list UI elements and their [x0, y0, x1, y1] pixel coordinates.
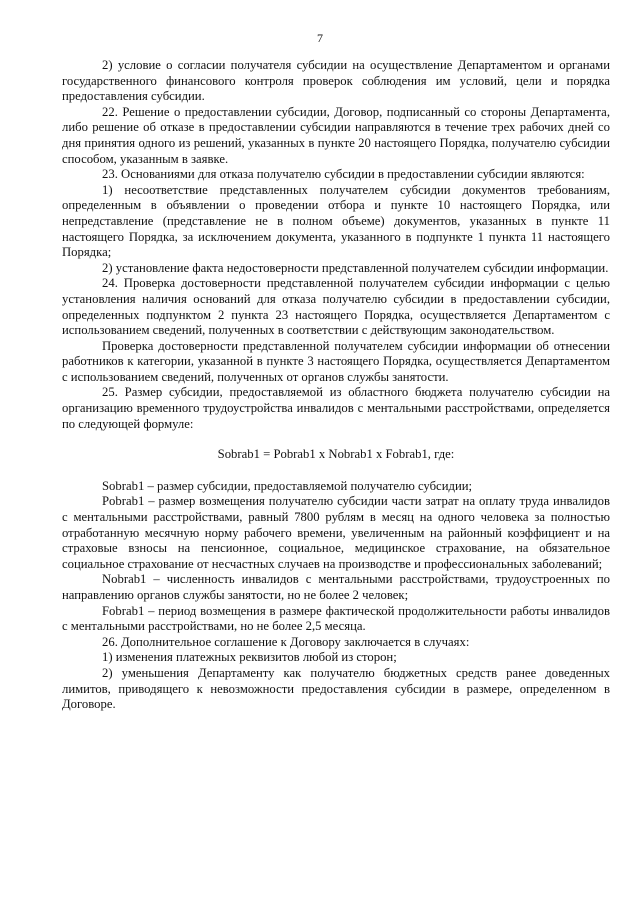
document-body: [62, 58, 610, 713]
formula: Sobrab1 = Pobrab1 x Nobrab1 x Fobrab1, где:: [217, 447, 455, 462]
paragraph-26-item-2: 2) уменьшения Департаменту как получателю бюджетных средств ранее доведенных лимитов, приводящего к невозможности предоставления субсидии в размере, определенном в Договоре.: [62, 665, 610, 712]
paragraph-23: 23. Основаниями для отказа получателю субсидии в предоставлении субсидии являются:: [102, 167, 585, 182]
definition-sobrab: Sobrab1 – размер субсидии, предоставляемой получателю субсидии;: [102, 478, 473, 493]
definition-nobrab: Nobrab1 – численность инвалидов с ментальными расстройствами, трудоустроенных по направлению органов службы занятости, но не более 2 человек;: [62, 572, 610, 602]
paragraph-25: 25. Размер субсидии, предоставляемой из областного бюджета получателю субсидии на организацию временного трудоустройства инвалидов с ментальными расстройствами, определяется по следующей формуле:: [62, 385, 610, 431]
paragraph-23-item-1: 1) несоответствие представленных получателем субсидии документов требованиям, определенным в объявлении о проведении отбора и пункте 10 настоящего Порядка, или непредставление (представление не в полном объеме) документов, указанных в пункте 11 настоящего Порядка, за исключением документа, указанного в подпункте 1 пункта 11 настоящего Порядка;: [62, 182, 610, 260]
paragraph-23-item-2: 2) установление факта недостоверности представленной получателем субсидии информации.: [102, 260, 609, 275]
paragraph-24: 24. Проверка достоверности представленной получателем субсидии информации с целью установления наличия оснований для отказа получателю субсидии в предоставлении субсидии, определенных подпунктом 2 пункта 23 настоящего Порядка, осуществляется Департаментом с использованием сведений, полученных в соответствии с действующим законодательством.: [62, 276, 610, 338]
definition-pobrab: Pobrab1 – размер возмещения получателю субсидии части затрат на оплату труда инвалидов с ментальными расстройствами, равный 7800 рублям в месяц на одного человека за полностью отработанную месячную норму рабочего времени, увеличенным на районный коэффициент и на страховые взносы на пенсионное, социальное, медицинское страхование, на обязательное социальное страхование от несчастных случаев на производстве и профессиональных заболеваний;: [62, 494, 610, 571]
paragraph-22: 22. Решение о предоставлении субсидии, Договор, подписанный со стороны Департамента, либо решение об отказе в предоставлении субсидии направляются в течение трех рабочих дней со дня принятия одного из решений, указанных в пункте 20 настоящего Порядка, получателю субсидии способом, указанным в заявке.: [62, 104, 610, 166]
paragraph-26: 26. Дополнительное соглашение к Договору заключается в случаях:: [102, 634, 470, 649]
paragraph-24-check: Проверка достоверности представленной получателем субсидии информации об отнесении работников к категории, указанной в пункте 3 настоящего Порядка, осуществляется Департаментом с использованием сведений, полученных от органов службы занятости.: [62, 338, 610, 384]
paragraph-26-item-1: 1) изменения платежных реквизитов любой из сторон;: [102, 650, 397, 665]
paragraph-condition-2: 2) условие о согласии получателя субсидии на осуществление Департаментом и органами государственного финансового контроля проверок соблюдения им условий, цели и порядка предоставления субсидии.: [62, 58, 610, 104]
page-number: 7: [317, 31, 323, 45]
definition-fobrab: Fobrab1 – период возмещения в размере фактической продолжительности работы инвалидов с ментальными расстройствами, но не более 2,5 месяца.: [62, 603, 610, 634]
